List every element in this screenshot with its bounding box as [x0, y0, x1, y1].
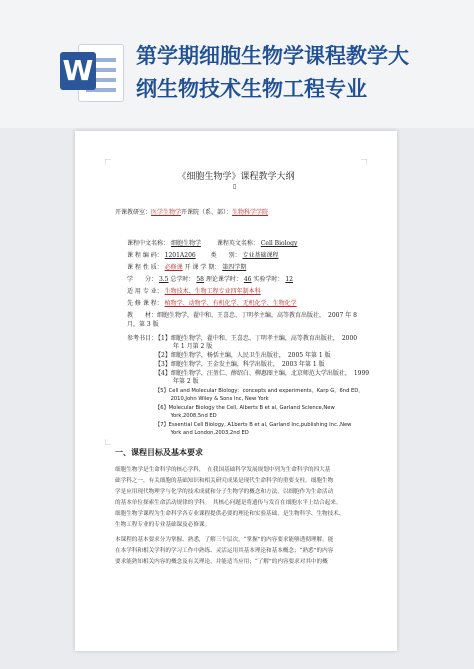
crop-mark: [105, 439, 111, 445]
ref-line: 【3】细胞生物学，王金发主编，科学出版社， 2003 年第 1 版: [155, 361, 325, 368]
document-page: [75, 131, 397, 651]
info-row: 学 分： 3.5 总学时： 58 理论课学时： 46 实验学时： 12: [127, 276, 293, 283]
section-heading: 一、课程目标及基本要求: [115, 448, 203, 457]
crop-mark: [361, 159, 367, 165]
crop-mark: [105, 159, 111, 165]
refs-label: 参考书目：: [127, 335, 158, 342]
paragraph-line: 在本学科和相关学科的学习工作中熟练、灵活运用其基本理论和基本概念；“熟悉”的内容: [115, 548, 334, 554]
title-line-2: 纲生物技术生物工程专业: [136, 77, 367, 101]
paragraph-line: 生物工程专业的专业基础课及必修课。: [115, 522, 211, 528]
ref-line: 【1】细胞生物学，翟中和、王喜忠、丁明孝主编，高等教育出版社， 2000: [155, 335, 358, 342]
ref-line: 【5】Cell and Molecular Biology：concepts and experiments，Karp G，6nd ED，: [155, 388, 364, 394]
info-row: 课 程 性 质： 必修课 开 课 学 期： 第四学期: [127, 264, 247, 271]
paragraph-line: 本课程的基本要求分为掌握、熟悉，了解三个层次，“掌握”的内容要求能够透彻理解，能: [115, 537, 334, 543]
document-title: [136, 40, 454, 106]
ref-line: 【6】Molecular Biology the Cell, Alberts B et al, Garland Science,New: [155, 405, 335, 411]
header-banner: [0, 0, 474, 128]
ref-line: 【7】Essential Cell Biology, A1berts B et al, Garland Inc,publishing Inc.,New: [155, 422, 352, 428]
heading-mark: ▯: [233, 183, 237, 190]
paragraph-line: 要求能熟知相关内容的概念及有关理论，并能适当应用；“了解”的内容要求对其中的概: [115, 559, 328, 565]
title-line-1: 第学期细胞生物学课程教学大: [136, 44, 409, 68]
syllabus-heading: 《细胞生物学》课程教学大纲: [177, 172, 295, 182]
info-row: 课 程 编 码： 1201A206 类 别： 专业基础课程: [127, 252, 279, 259]
textbook-row-cont: 月，第 3 版: [127, 321, 159, 328]
paragraph-line: 学是应用现代物理学与化学的技术成就和分子生物学的概念和方法，以细胞作为生命活动: [115, 489, 334, 495]
ref-line: 【4】细胞生物学，汪堃仁、薛绍白、柳惠图主编，北京师范大学出版社， 1999: [155, 370, 370, 377]
info-row: 课程中文名称： 细胞生物学 课程英文名称： Cell Biology: [127, 240, 298, 247]
dept-row: 开课教研室：医学生物学开课院（系、部）：生物科学学院: [115, 209, 269, 216]
ref-line: York,2008,5nd ED: [155, 413, 217, 419]
paragraph-line: 础学科之一，有关细胞的基础知识和相关研究成果是现代生命科学的重要支柱。细胞生物: [115, 478, 334, 484]
paragraph-line: 细胞生物学课程为生命科学各专业课程提供必要的理论和实验基础，是生物科学、生物技术、: [115, 511, 345, 517]
ref-line: 年第 2 版: [155, 378, 199, 385]
word-document-icon: [60, 40, 124, 104]
paragraph-line: 的基本单位探索生命活动规律的学科。 其核心问题是将遗传与发育在细胞水平上结合起来。: [115, 500, 342, 506]
info-row: 先 修 课 程： 植物学、动物学、有机化学、无机化学、生物化学: [127, 300, 297, 307]
ref-line: 年 1 月第 2 版: [155, 343, 213, 350]
ref-line: 2010,John Wiley & Sons Inc, New York: [155, 396, 269, 402]
info-row: 适 用 专 业： 生物技术、生物工程专业四年制本科: [127, 288, 261, 295]
word-logo-square: W: [60, 52, 96, 90]
ref-line: York and London,2003,2nd ED: [155, 430, 249, 436]
paragraph-line: 细胞生物学是生命科学的核心学科， 在我国基础科学发展规划中列为生命科学的四大基: [115, 467, 331, 473]
ref-line: 【2】细胞生物学，杨恬主编，人民卫生出版社， 2005 年第 1 版: [155, 352, 331, 359]
textbook-row: 教 材：细胞生物学，翟中和、王喜忠、丁明孝主编，高等教育出版社， 2007 年 8: [127, 312, 357, 319]
